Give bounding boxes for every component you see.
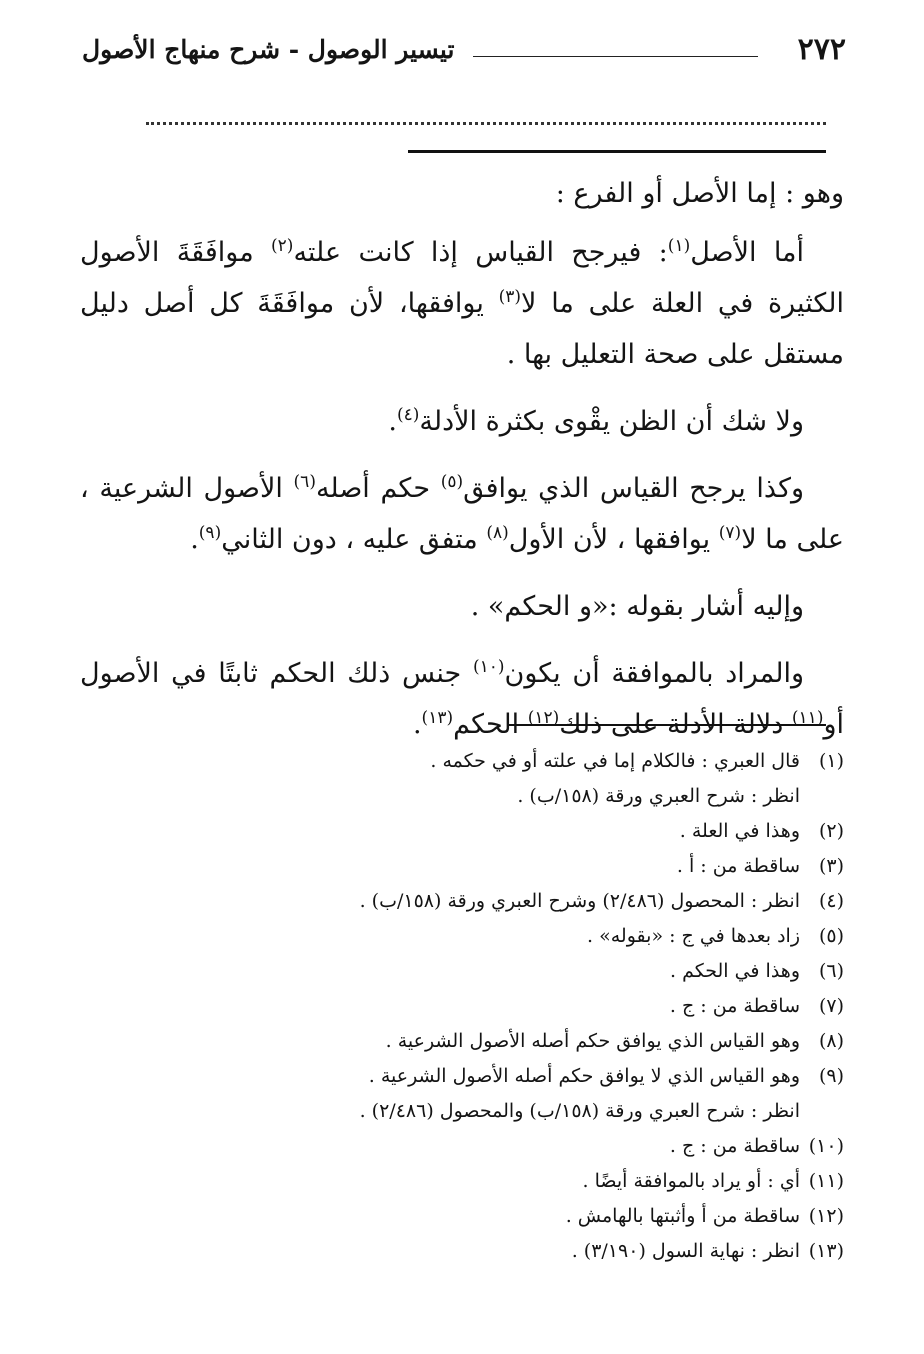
- footnote-number: [800, 1094, 844, 1129]
- text-run: .: [388, 406, 397, 437]
- footnotes: [80, 744, 844, 1269]
- footnote-item: [80, 1024, 844, 1059]
- footnote-item: [80, 919, 844, 954]
- text-run: موافَقَةَ الأصول الكثيرة في العلة على ما لا: [80, 237, 844, 319]
- paragraph-hukm: [80, 463, 844, 565]
- footnote-text: أي : أو يراد بالموافقة أيضًا .: [582, 1170, 800, 1192]
- footnote-item: [80, 814, 844, 849]
- main-text: [80, 168, 844, 766]
- text-run: يوافقها ، لأن الأول: [508, 524, 719, 555]
- footnote-item: [80, 1094, 844, 1129]
- footnote-number: (٤): [818, 890, 844, 912]
- footnote-number: (١٠): [808, 1135, 844, 1157]
- text-run: يوافقها، لأن موافَقَةَ كل أصل دليل مستقل على صحة التعليل بها .: [80, 288, 844, 370]
- footnote-number: (٥): [818, 925, 844, 947]
- text-run: .: [412, 709, 422, 740]
- paragraph-murad: [80, 648, 844, 750]
- footnote-number: (٧): [818, 995, 844, 1017]
- text-run: والمراد بالموافقة أن يكون: [504, 658, 804, 689]
- text-run: : فيرجح القياس إذا كانت علته: [293, 237, 668, 268]
- text-run: جنس ذلك الحكم ثابتًا في الأصول أو: [80, 658, 844, 740]
- footnote-number: [800, 779, 844, 814]
- footnote-number: (٣): [818, 855, 844, 877]
- text-run: الأصول الشرعية ، على ما لا: [80, 473, 844, 555]
- footnote-text: ساقطة من أ وأثبتها بالهامش .: [565, 1205, 800, 1227]
- footnote-text: وهو القياس الذي يوافق حكم أصله الأصول الشرعية .: [385, 1030, 800, 1052]
- footnote-item: [80, 954, 844, 989]
- footnote-item: [80, 884, 844, 919]
- header-rule: [473, 56, 758, 57]
- footnote-number: (٦): [818, 960, 844, 982]
- footnote-ref[interactable]: (١٢): [527, 708, 560, 728]
- footnote-ref[interactable]: (١٠): [472, 657, 505, 677]
- paragraph-text: وإليه أشار بقوله :«و الحكم» .: [470, 591, 804, 622]
- footnote-item: [80, 1199, 844, 1234]
- footnote-item: [80, 1164, 844, 1199]
- footnote-text: وهذا في الحكم .: [670, 960, 800, 982]
- paragraph-zann: [80, 396, 844, 447]
- footnote-ref[interactable]: (١): [667, 236, 691, 256]
- page-number: ٢٧٢: [797, 32, 846, 67]
- footnote-number: (١٣): [808, 1240, 844, 1262]
- text-run: وكذا يرجح القياس الذي يوافق: [463, 473, 804, 504]
- footnote-ref[interactable]: (٩): [198, 523, 222, 543]
- text-run: الحكم: [453, 709, 528, 740]
- footnote-item: [80, 1129, 844, 1164]
- text-run: ولا شك أن الظن يقْوى بكثرة الأدلة: [419, 406, 804, 437]
- footnote-text: ساقطة من : ج .: [669, 995, 800, 1017]
- footnote-ref[interactable]: (٤): [397, 405, 420, 425]
- text-run: دلالة الأدلة على ذلك: [559, 709, 792, 740]
- footnote-number: (٩): [818, 1065, 844, 1087]
- footnote-item: [80, 1059, 844, 1094]
- dotted-separator: [146, 122, 826, 125]
- footnote-ref[interactable]: (١٣): [421, 708, 454, 728]
- footnote-separator: [509, 724, 826, 726]
- footnote-text: ساقطة من : ج .: [669, 1135, 800, 1157]
- footnote-text: انظر : شرح العبري ورقة (١٥٨/ب) والمحصول (٢/٤٨٦) .: [359, 1100, 800, 1122]
- footnote-item: [80, 989, 844, 1024]
- footnote-number: (١٢): [808, 1205, 844, 1227]
- footnote-ref[interactable]: (١١): [791, 708, 824, 728]
- footnote-item: [80, 1234, 844, 1269]
- paragraph-asl: [80, 227, 844, 380]
- footnote-text: وهو القياس الذي لا يوافق حكم أصله الأصول الشرعية .: [368, 1065, 800, 1087]
- footnote-item: [80, 744, 844, 779]
- text-run: حكم أصله: [315, 473, 441, 504]
- paragraph-intro: [80, 168, 844, 219]
- footnote-text: ساقطة من : أ .: [676, 855, 800, 877]
- footnote-text: قال العبري : فالكلام إما في علته أو في حكمه .: [430, 750, 800, 772]
- footnote-number: (١١): [808, 1170, 844, 1192]
- running-header: [82, 30, 846, 70]
- footnote-ref[interactable]: (٦): [293, 472, 316, 492]
- footnote-number: (٢): [818, 820, 844, 842]
- footnote-text: زاد بعدها في ج : «بقوله» .: [587, 925, 800, 947]
- footnote-ref[interactable]: (٣): [498, 287, 522, 307]
- footnote-text: وهذا في العلة .: [679, 820, 800, 842]
- footnote-item: [80, 849, 844, 884]
- running-title: تيسير الوصول - شرح منهاج الأصول: [82, 35, 455, 64]
- paragraph-text: وهو : إما الأصل أو الفرع :: [555, 178, 844, 209]
- footnote-item: [80, 779, 844, 814]
- footnote-ref[interactable]: (٥): [440, 472, 464, 492]
- text-run: متفق عليه ، دون الثاني: [221, 524, 487, 555]
- paragraph-ishara: [80, 581, 844, 632]
- text-run: .: [190, 524, 199, 555]
- section-rule: [408, 150, 826, 153]
- footnote-number: (١): [818, 750, 844, 772]
- footnote-number: (٨): [818, 1030, 844, 1052]
- text-run: أما الأصل: [690, 237, 805, 268]
- footnote-ref[interactable]: (٧): [718, 523, 742, 543]
- footnote-ref[interactable]: (٨): [486, 523, 509, 543]
- footnote-text: انظر : شرح العبري ورقة (١٥٨/ب) .: [517, 785, 800, 807]
- footnote-text: انظر : المحصول (٢/٤٨٦) وشرح العبري ورقة (١٥٨/ب) .: [359, 890, 800, 912]
- footnote-ref[interactable]: (٢): [271, 236, 294, 256]
- footnote-text: انظر : نهاية السول (٣/١٩٠) .: [571, 1240, 800, 1262]
